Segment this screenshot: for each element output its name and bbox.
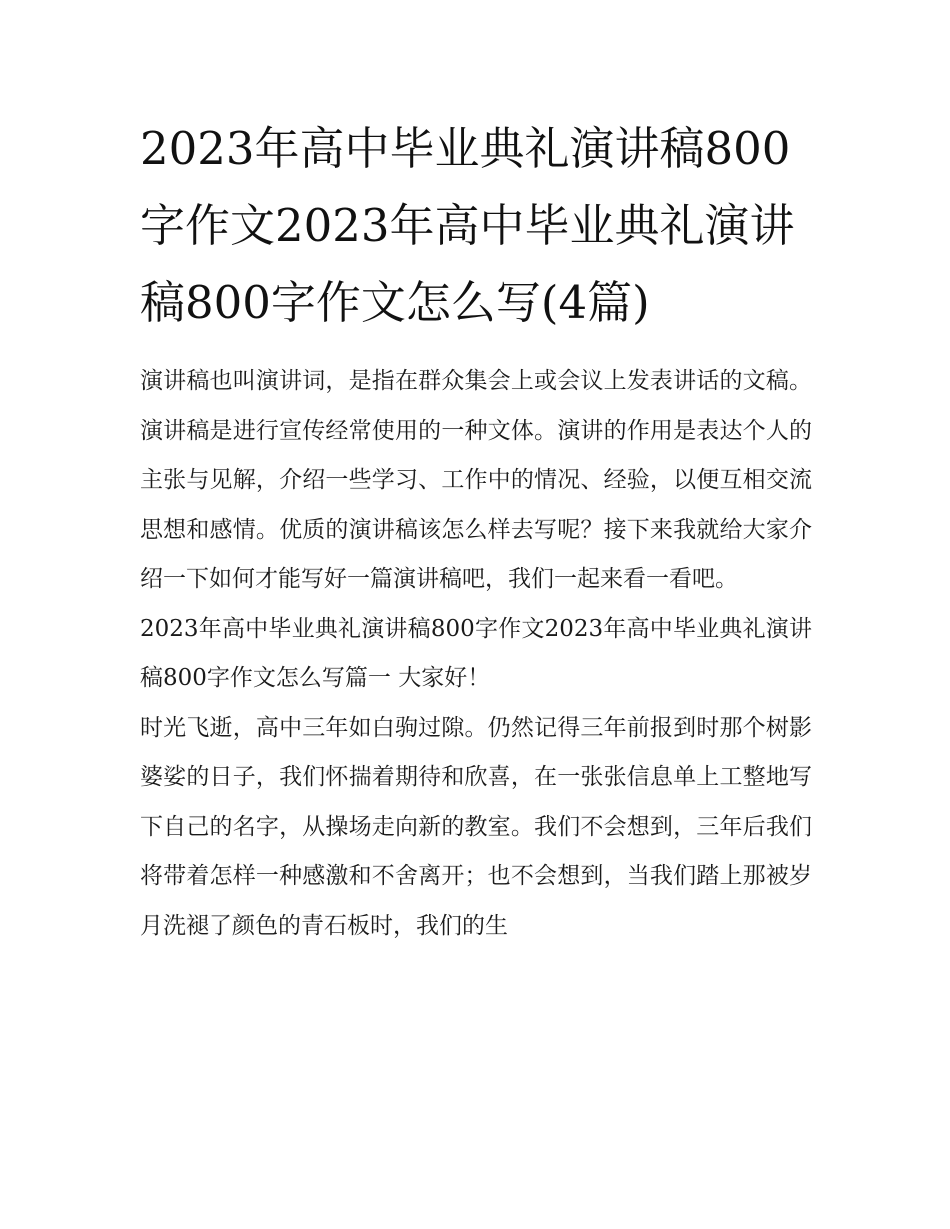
document-title: 2023年高中毕业典礼演讲稿800字作文2023年高中毕业典礼演讲稿800字作文怎么写(4篇) (140, 122, 795, 329)
speech-paragraph: 时光飞逝，高中三年如白驹过隙。仍然记得三年前报到时那个树影婆娑的日子，我们怀揣着期待和欣喜，在一张张信息单上工整地写下自己的名字，从操场走向新的教室。我们不会想到，三年后我们将带着怎样一种感激和不舍离开；也不会想到，当我们踏上那被岁月洗褪了颜色的青石板时，我们的生 (140, 714, 812, 939)
intro-paragraph: 演讲稿也叫演讲词，是指在群众集会上或会议上发表讲话的文稿。演讲稿是进行宣传经常使用的一种文体。演讲的作用是表达个人的主张与见解，介绍一些学习、工作中的情况、经验，以便互相交流思想和感情。优质的演讲稿该怎么样去写呢？接下来我就给大家介绍一下如何才能写好一篇演讲稿吧，我们一起来看一看吧。 (140, 368, 812, 592)
section-heading-paragraph: 2023年高中毕业典礼演讲稿800字作文2023年高中毕业典礼演讲稿800字作文怎么写篇一 大家好！ (140, 615, 812, 691)
document-body (140, 110, 812, 951)
